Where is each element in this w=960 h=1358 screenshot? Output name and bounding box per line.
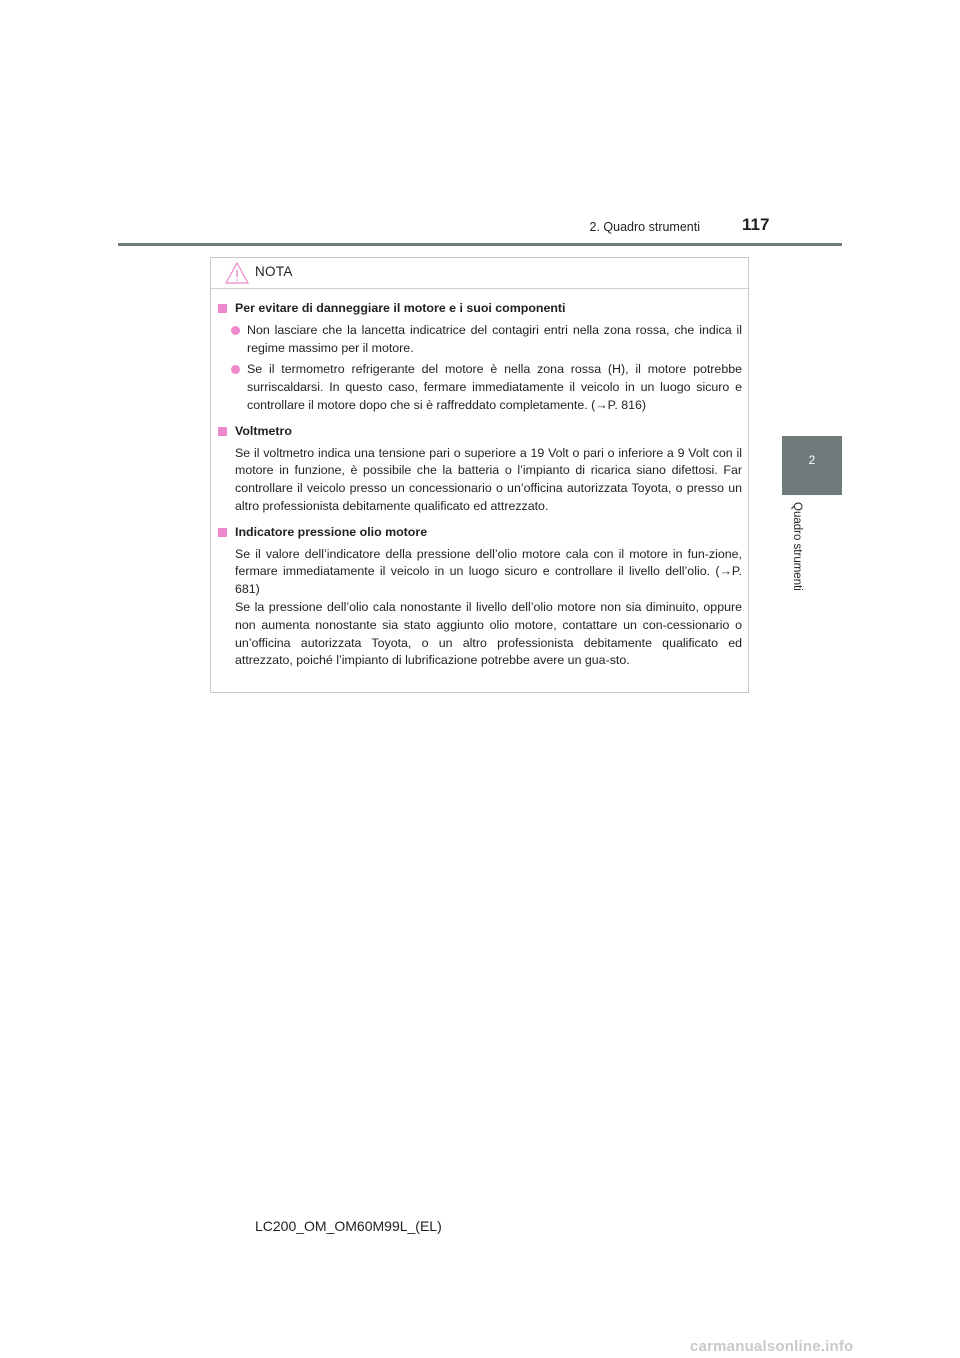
paragraph-line: Se la pressione dell’olio cala nonostante il livello dell’olio motore non sia diminuito, oppure non aumenta nonostante sia stato aggiunto olio motore, contattare un con-cessionario o un’officina autorizzata Toyota, o un altro professionista debitamente qualificato ed attrezzato, poiché l’impianto di lubrificazione potrebbe avere un gua-sto.: [235, 599, 742, 668]
list-item-text: Se il termometro refrigerante del motore è nella zona rossa (H), il motore potrebbe surriscaldarsi. In questo caso, fermare immediatamente il veicolo in un luogo sicuro e controllare il motore dopo che si è raffreddato completamente. (→P. 816): [247, 362, 742, 412]
note-box: [210, 257, 749, 693]
square-bullet-icon: [218, 528, 227, 537]
chapter-tab-number: 2: [808, 453, 816, 467]
section-heading: [217, 300, 742, 318]
square-bullet-icon: [218, 427, 227, 436]
header-section-title: 2. Quadro strumenti: [589, 220, 700, 234]
paragraph: Se il voltmetro indica una tensione pari o superiore a 19 Volt o pari o inferiore a 9 Volt con il motore in funzione, è possibile che la batteria o l’impianto di ricarica siano difettosi. Far controllare il veicolo presso un concessionario o un’officina autorizzata Toyota, o presso un altro professionista debitamente qualificato ed attrezzato.: [235, 445, 742, 513]
list-item: [217, 322, 742, 358]
chapter-side-label: Quadro strumenti: [791, 502, 803, 591]
note-title: NOTA: [255, 264, 293, 279]
section-heading-text: Per evitare di danneggiare il motore e i suoi componenti: [235, 301, 566, 315]
circle-bullet-icon: [231, 365, 240, 374]
document-code: LC200_OM_OM60M99L_(EL): [255, 1218, 442, 1234]
note-header: [211, 258, 748, 289]
note-body: [211, 289, 748, 670]
section-heading: [217, 423, 742, 441]
list-item: [217, 361, 742, 414]
section-heading-text: Voltmetro: [235, 423, 292, 438]
page-number: 117: [742, 215, 770, 234]
chapter-tab: [782, 436, 842, 495]
section-heading-text: Indicatore pressione olio motore: [235, 524, 428, 539]
paragraph: [217, 546, 742, 671]
square-bullet-icon: [218, 304, 227, 313]
warning-triangle-icon: [225, 262, 249, 284]
header-rule: [118, 243, 842, 246]
section-heading: [217, 524, 742, 542]
list-item-text: Non lasciare che la lancetta indicatrice del contagiri entri nella zona rossa, che indica il regime massimo per il motore.: [247, 322, 742, 355]
paragraph-line: Se il valore dell’indicatore della pressione dell’olio motore cala con il motore in fun-zione, fermare immediatamente il veicolo in un luogo sicuro e controllare il livello dell’olio. (→P. 681): [235, 546, 742, 597]
watermark: carmanualsonline.info: [690, 1338, 854, 1355]
circle-bullet-icon: [231, 326, 240, 335]
